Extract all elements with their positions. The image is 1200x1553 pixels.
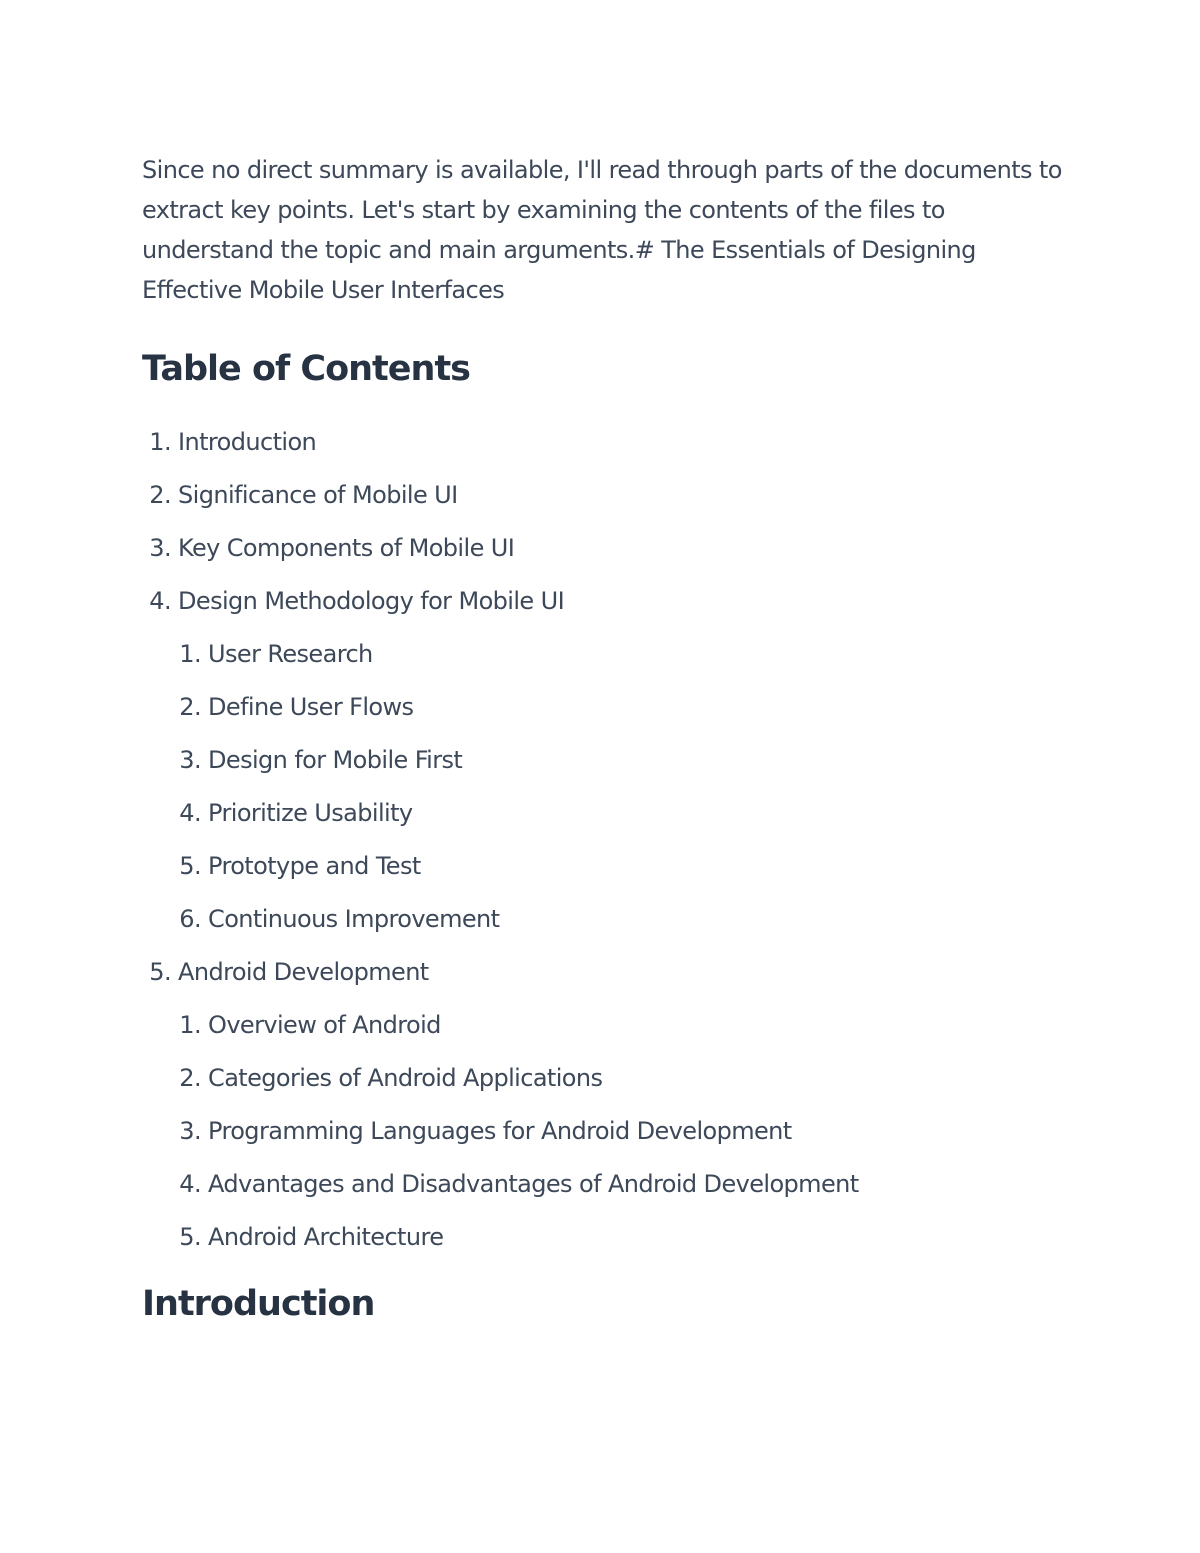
toc-item-number: 1. [149,428,171,456]
toc-subitem [142,787,1062,840]
toc-item-number: 2. [179,693,201,721]
toc-item-number: 4. [179,1170,201,1198]
toc-subitem [142,1211,1062,1264]
toc-subitem [142,840,1062,893]
toc-item-number: 3. [149,534,171,562]
table-of-contents [142,416,1062,1264]
toc-item-number: 5. [179,1223,201,1251]
toc-item-number: 1. [179,1011,201,1039]
toc-subitem [142,1052,1062,1105]
toc-subitem [142,628,1062,681]
toc-item-label: Define User Flows [208,693,414,721]
toc-item-label: Android Architecture [208,1223,444,1251]
toc-item-number: 6. [179,905,201,933]
toc-item [142,469,1062,522]
document-page [142,150,1062,1332]
toc-item [142,416,1062,469]
toc-item-label: User Research [208,640,373,668]
toc-item-label: Prioritize Usability [208,799,413,827]
toc-item-number: 4. [179,799,201,827]
toc-item-number: 5. [179,852,201,880]
toc-item-label: Advantages and Disadvantages of Android Development [208,1170,859,1198]
toc-subitem [142,893,1062,946]
toc-item [142,946,1062,999]
toc-item-label: Significance of Mobile UI [178,481,458,509]
toc-item-label: Introduction [178,428,317,456]
toc-subitem [142,999,1062,1052]
toc-item-label: Continuous Improvement [208,905,500,933]
toc-item-number: 1. [179,640,201,668]
toc-subitem [142,734,1062,787]
toc-item-number: 3. [179,1117,201,1145]
toc-item-label: Key Components of Mobile UI [178,534,515,562]
toc-item-label: Programming Languages for Android Development [208,1117,792,1145]
toc-item-label: Design Methodology for Mobile UI [178,587,565,615]
toc-subitem [142,1105,1062,1158]
toc-item-number: 2. [149,481,171,509]
section-heading-introduction: Introduction [142,1284,375,1324]
toc-item-label: Categories of Android Applications [208,1064,603,1092]
toc-item-label: Design for Mobile First [208,746,463,774]
toc-item-number: 2. [179,1064,201,1092]
toc-item-number: 4. [149,587,171,615]
toc-item [142,522,1062,575]
toc-item-number: 3. [179,746,201,774]
toc-item-label: Android Development [178,958,429,986]
toc-item-label: Overview of Android [208,1011,441,1039]
intro-paragraph: Since no direct summary is available, I'll read through parts of the documents to extract key points. Let's start by examining the contents of the files to understand the topic and main arguments.# The Essentials of Designing Effective Mobile User Interfaces [142,156,1062,304]
toc-item-number: 5. [149,958,171,986]
toc-item-label: Prototype and Test [208,852,421,880]
toc-subitem [142,681,1062,734]
toc-subitem [142,1158,1062,1211]
toc-heading: Table of Contents [142,349,471,389]
toc-item [142,575,1062,628]
